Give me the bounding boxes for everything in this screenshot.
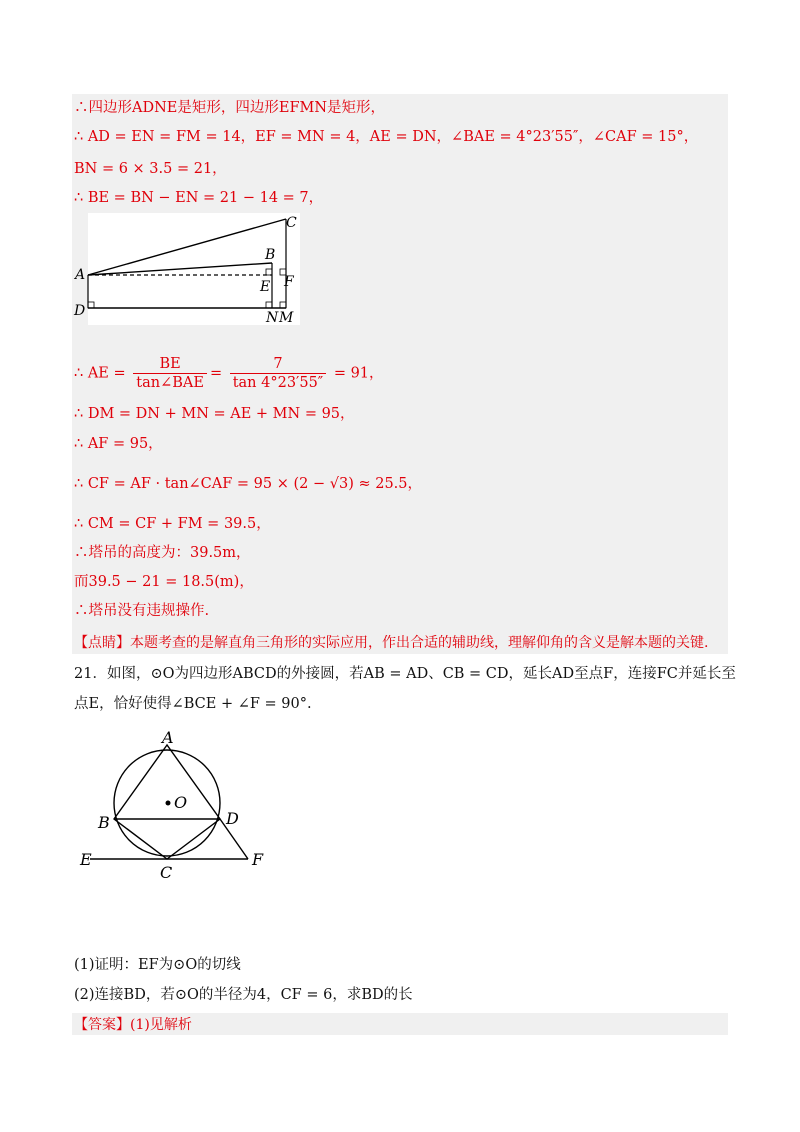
- fraction-2-num: 7: [230, 355, 327, 374]
- label-M: M: [279, 310, 294, 325]
- label-O: O: [174, 793, 188, 812]
- ae-rhs: = 91，: [333, 365, 384, 382]
- fraction-2: [230, 355, 327, 392]
- answer-text: (1)见解析: [130, 1017, 192, 1033]
- answer-tag: 【答案】: [74, 1017, 130, 1033]
- label-A: A: [75, 267, 86, 283]
- label-A2: A: [162, 728, 174, 747]
- solution-line-10: ∴塔吊的高度为：39.5m，: [74, 545, 251, 561]
- label-N: N: [266, 310, 279, 325]
- note-text: 本题考查的是解直角三角形的实际应用，作出合适的辅助线，理解仰角的含义是解本题的关键.: [130, 635, 709, 651]
- solution-line-3: BN = 6 × 3.5 = 21，: [74, 161, 227, 177]
- solution-line-12: ∴塔吊没有违规操作.: [74, 603, 210, 619]
- solution-line-4: ∴ BE = BN − EN = 21 − 14 = 7，: [74, 190, 324, 206]
- ae-lhs: ∴ AE =: [74, 365, 126, 382]
- solution-line-11: 而39.5 − 21 = 18.5(m)，: [74, 574, 254, 590]
- label-C2: C: [160, 863, 173, 882]
- question-2: (2)连接BD，若⊙O的半径为4，CF = 6，求BD的长: [74, 987, 413, 1003]
- circle-diagram: [78, 725, 278, 885]
- problem-line-1: 21．如图，⊙O为四边形ABCD的外接圆，若AB = AD、CB = CD，延长AD至点F，连接FC并延长至: [74, 666, 736, 682]
- label-F: F: [284, 274, 294, 290]
- label-E2: E: [80, 850, 92, 869]
- fraction-1: [133, 355, 207, 392]
- solution-line-1: ∴四边形ADNE是矩形，四边形EFMN是矩形，: [74, 100, 386, 116]
- solution-line-8: ∴ CF = AF · tan∠CAF = 95 × (2 − √3) ≈ 25.5，: [74, 476, 423, 492]
- note-tag: 【点睛】: [74, 635, 130, 651]
- solution-line-5: ∴ AE = $\frac{BE}{\text{tan∠BAE}}$ = $\frac{7}{\tan 4^\circ 23'55''}$ = 91，: [74, 356, 384, 391]
- solution-line-9: ∴ CM = CF + FM = 39.5，: [74, 516, 271, 532]
- question-1: (1)证明：EF为⊙O的切线: [74, 957, 241, 973]
- label-F2: F: [252, 850, 264, 869]
- solution-line-6: ∴ DM = DN + MN = AE + MN = 95，: [74, 406, 355, 422]
- label-D2: D: [226, 809, 239, 828]
- fraction-2-den: tan 4°23′55″: [232, 375, 324, 391]
- problem-line-2: 点E，恰好使得∠BCE + ∠F = 90°.: [74, 696, 312, 712]
- answer-line: [74, 1015, 192, 1035]
- solution-line-7: ∴ AF = 95，: [74, 436, 163, 452]
- label-B: B: [265, 247, 276, 263]
- fraction-1-num: BE: [133, 355, 207, 374]
- label-E: E: [260, 279, 271, 295]
- tower-diagram: [72, 213, 302, 325]
- note-line: [74, 633, 708, 653]
- label-B2: B: [98, 813, 110, 832]
- label-C: C: [286, 215, 297, 231]
- fraction-1-den: tan∠BAE: [136, 375, 204, 391]
- label-D: D: [74, 303, 86, 319]
- solution-line-2: ∴ AD = EN = FM = 14，EF = MN = 4，AE = DN，∠BAE = 4°23′55″，∠CAF = 15°，: [74, 129, 699, 145]
